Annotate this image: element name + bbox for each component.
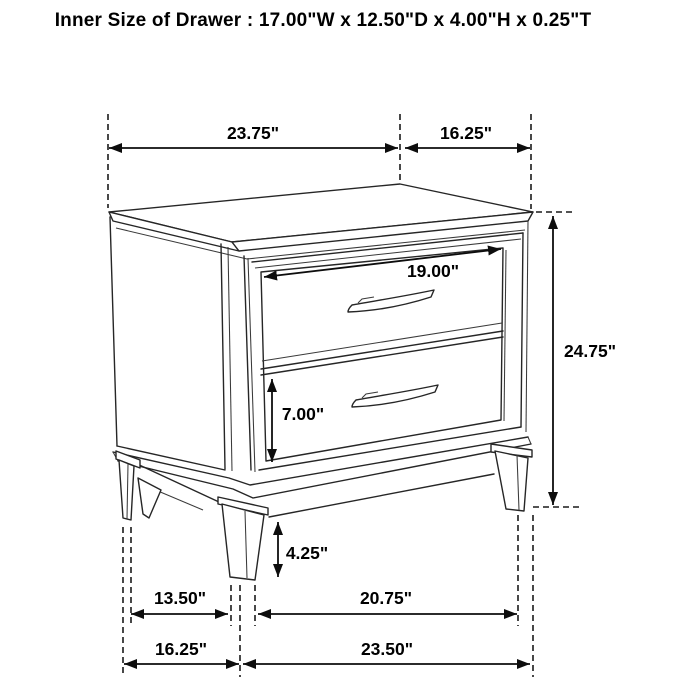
base-bevel-ends	[113, 437, 531, 461]
nightstand	[109, 184, 533, 580]
top-slab	[109, 184, 533, 259]
left-corner-bracket	[138, 478, 161, 518]
base-bevel-lower	[118, 444, 531, 498]
label-drawer-width: 19.00"	[406, 261, 460, 281]
label-top-depth: 16.25"	[439, 123, 493, 143]
back-left-leg-shaft	[119, 460, 134, 520]
diagram-title: Inner Size of Drawer : 17.00"W x 12.50"D x 4.00"H x 0.25"T	[54, 10, 592, 31]
front-right-leg-shaft	[495, 451, 528, 511]
label-top-width: 23.75"	[226, 123, 280, 143]
label-drawer-height: 7.00"	[281, 404, 325, 424]
label-base-side: 16.25"	[154, 639, 208, 659]
front-frame	[244, 221, 528, 472]
handle-bar	[348, 290, 434, 312]
front-left-leg-shaft	[222, 504, 264, 580]
frame-right-edge	[521, 233, 523, 427]
base-bevel-upper	[113, 437, 528, 485]
apron	[135, 463, 494, 517]
drawer-opening	[261, 248, 503, 461]
frame-left-edge	[244, 256, 251, 470]
left-front-edge	[221, 244, 225, 469]
drawer-divider-top	[261, 331, 503, 369]
front-right-leg	[491, 444, 532, 511]
bottom-drawer-handle	[352, 385, 438, 407]
label-legs-side: 13.50"	[153, 588, 207, 608]
left-side-panel	[110, 217, 232, 471]
handle-bar	[352, 385, 438, 407]
base-bevel	[113, 437, 531, 498]
opening-right-inner	[504, 250, 506, 421]
top-drawer-handle	[348, 290, 434, 312]
frame-bottom-edge	[259, 427, 521, 470]
apron-front-bottom	[269, 474, 494, 517]
label-overall-height: 24.75"	[563, 341, 617, 361]
front-left-leg	[218, 497, 268, 580]
drawer-divider-bottom	[261, 337, 503, 375]
left-front-edge-inner	[228, 247, 232, 471]
back-left-leg	[116, 451, 140, 520]
label-leg-height: 4.25"	[285, 543, 329, 563]
left-back-edge	[110, 217, 117, 446]
frame-right-outer	[526, 221, 528, 432]
label-legs-front: 20.75"	[359, 588, 413, 608]
frame-left-inner	[248, 258, 255, 472]
label-base-front: 23.50"	[360, 639, 414, 659]
